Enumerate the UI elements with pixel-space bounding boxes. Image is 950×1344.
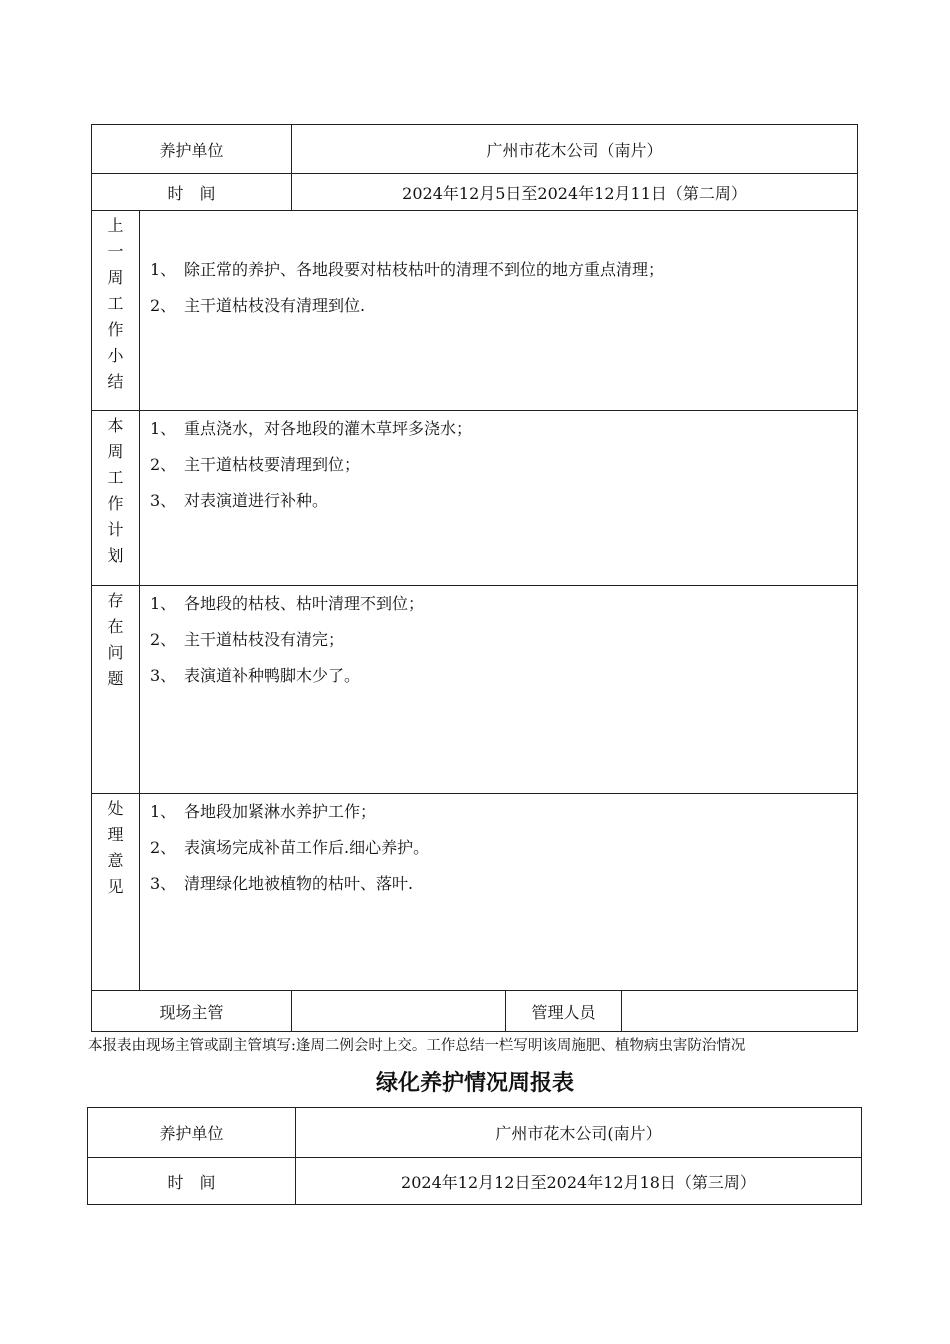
- manager-value: [622, 991, 858, 1032]
- list-item: 3、 清理绿化地被植物的枯叶、落叶.: [150, 874, 414, 893]
- unit-value: 广州市花木公司(南片）: [296, 1108, 862, 1158]
- report-note: 本报表由现场主管或副主管填写:逢周二例会时上交。工作总结一栏写明该周施肥、植物病虫害防治情况: [88, 1038, 746, 1054]
- weekly-report-table-2: [87, 1107, 862, 1205]
- this-week-plan-label: 本 周 工 作 计 划: [92, 411, 140, 586]
- supervisor-value: [292, 991, 506, 1032]
- last-week-summary-content: [140, 211, 858, 411]
- time-row: [92, 174, 858, 211]
- list-item: 1、 各地段加紧淋水养护工作；: [150, 802, 377, 821]
- handling-opinions-content: [140, 794, 858, 991]
- last-week-summary-label: 上 一 周 工 作 小 结: [92, 211, 140, 411]
- time-value: 2024年12月5日至2024年12月11日（第二周）: [292, 174, 858, 211]
- time-value: 2024年12月12日至2024年12月18日（第三周）: [296, 1158, 862, 1205]
- unit-label: 养护单位: [88, 1108, 296, 1158]
- existing-problems-row: [92, 586, 858, 794]
- list-item: 2、 表演场完成补苗工作后.细心养护。: [150, 838, 430, 857]
- list-item: 1、 各地段的枯枝、枯叶清理不到位；: [150, 594, 425, 613]
- existing-problems-content: [140, 586, 858, 794]
- handling-opinions-label: 处 理 意 见: [92, 794, 140, 991]
- list-item: 2、 主干道枯枝没有清完；: [150, 630, 345, 649]
- list-item: 2、 主干道枯枝要清理到位；: [150, 455, 361, 474]
- time-row: [88, 1158, 862, 1205]
- this-week-plan-row: [92, 411, 858, 586]
- list-item: 1、 重点浇水，对各地段的灌木草坪多浇水；: [150, 419, 473, 438]
- existing-problems-label: 存 在 问 题: [92, 586, 140, 794]
- manager-label: 管理人员: [506, 991, 622, 1032]
- page-title: 绿化养护情况周报表: [375, 1070, 574, 1096]
- unit-value: 广州市花木公司（南片）: [292, 125, 858, 174]
- time-label: 时 间: [88, 1158, 296, 1205]
- last-week-summary-row: [92, 211, 858, 411]
- time-label: 时 间: [92, 174, 292, 211]
- list-item: 3、 对表演道进行补种。: [150, 491, 329, 510]
- list-item: 3、 表演道补种鸭脚木少了。: [150, 666, 361, 685]
- unit-row: [92, 125, 858, 174]
- supervisor-label: 现场主管: [92, 991, 292, 1032]
- handling-opinions-row: [92, 794, 858, 991]
- list-item: 1、 除正常的养护、各地段要对枯枝枯叶的清理不到位的地方重点清理；: [150, 260, 665, 279]
- unit-row: [88, 1108, 862, 1158]
- unit-label: 养护单位: [92, 125, 292, 174]
- weekly-report-table-1: [91, 124, 858, 1032]
- signature-row: [92, 991, 858, 1032]
- this-week-plan-content: [140, 411, 858, 586]
- list-item: 2、 主干道枯枝没有清理到位.: [150, 296, 366, 315]
